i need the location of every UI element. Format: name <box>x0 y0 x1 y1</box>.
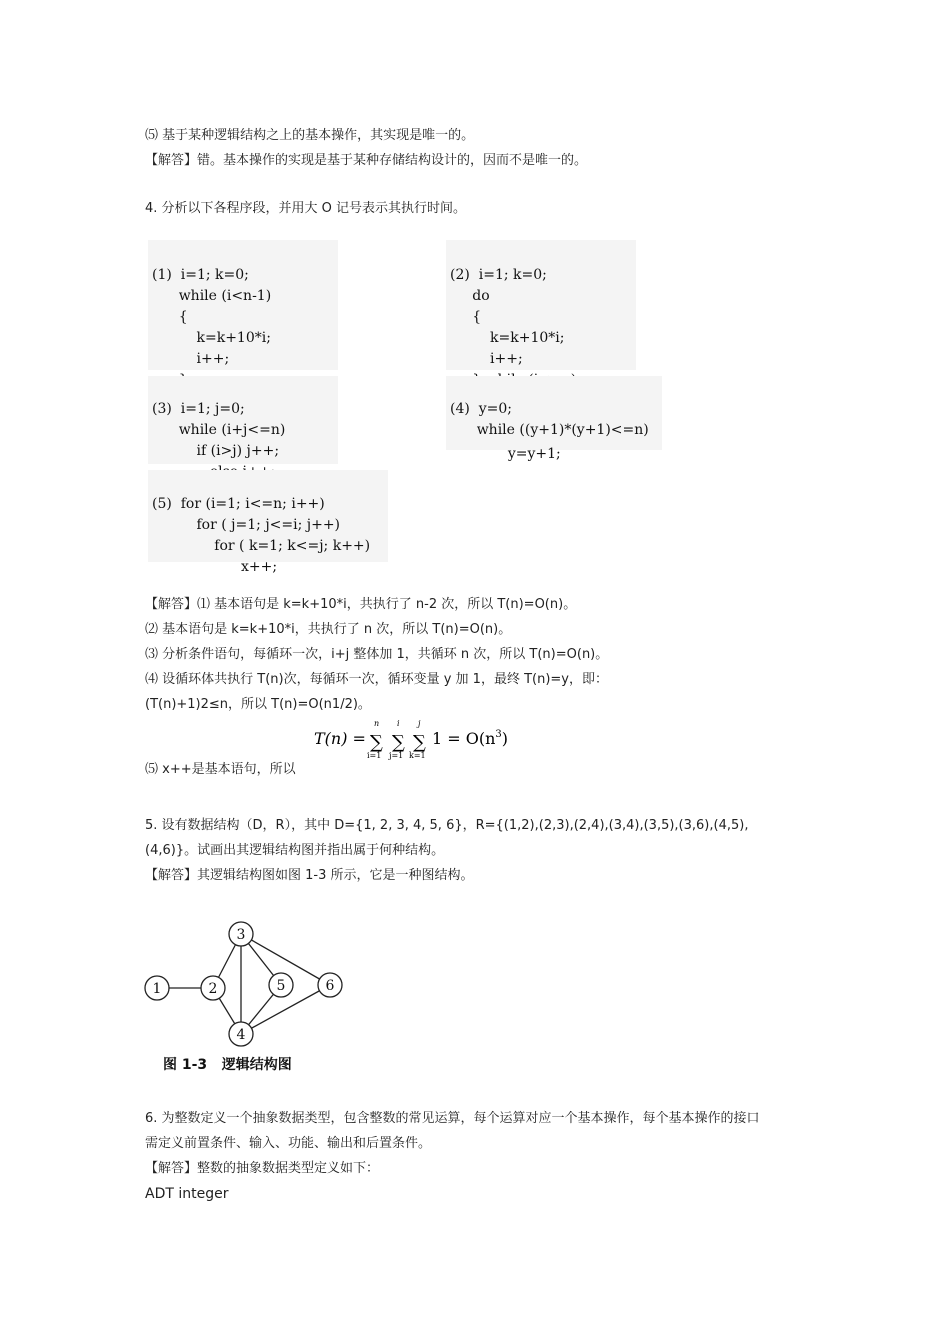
question-4: 4. 分析以下各程序段，并用大 O 记号表示其执行时间。 <box>145 201 467 216</box>
formula-exp: 3 <box>495 729 502 740</box>
code-line: while ((y+1)*(y+1)<=n) <box>450 422 649 438</box>
code-line: (1) i=1; k=0; <box>152 267 249 283</box>
sum-formula <box>312 718 509 760</box>
formula-sup-2: i <box>397 719 400 728</box>
sigma-2: ∑ <box>392 732 405 753</box>
formula-sub-3: k=1 <box>409 751 426 760</box>
code-line: (4) y=0; <box>450 401 512 417</box>
formula-lhs: T(n) = <box>314 729 366 748</box>
node-3-label: 3 <box>236 927 246 943</box>
code-line: while (i<n-1) <box>152 288 272 304</box>
answer-4-5: (T(n)+1)2≤n，所以 T(n)=O(n1/2)。 <box>145 697 371 712</box>
formula-rhs <box>432 729 508 748</box>
code-line: (3) i=1; j=0; <box>152 401 245 417</box>
formula-sup-1: n <box>374 719 380 728</box>
code-line: k=k+10*i; <box>450 330 565 346</box>
answer-4-6: ⑸ x++是基本语句，所以 <box>145 762 296 777</box>
question-6-line-2: 需定义前置条件、输入、功能、输出和后置条件。 <box>145 1136 432 1151</box>
answer-5: 【解答】其逻辑结构图如图 1-3 所示，它是一种图结构。 <box>145 868 474 883</box>
code-block-5 <box>152 473 370 599</box>
code-line: do <box>450 288 490 304</box>
answer-4-3: ⑶ 分析条件语句，每循环一次，i+j 整体加 1，共循环 n 次，所以 T(n)=O(n)。 <box>145 647 609 662</box>
formula-rhs-text: 1 = O(n <box>432 729 496 748</box>
code-line: (2) i=1; k=0; <box>450 267 547 283</box>
node-2-label: 2 <box>208 981 218 997</box>
code-block-4 <box>450 378 649 486</box>
sigma-1: ∑ <box>370 732 383 753</box>
code-line: k=k+10*i; <box>152 330 271 346</box>
statement-5: ⑸ 基于某种逻辑结构之上的基本操作，其实现是唯一的。 <box>145 128 475 143</box>
node-6-label: 6 <box>325 978 335 994</box>
code-line: for ( k=1; k<=j; k++) <box>152 538 371 554</box>
question-5-line-2: (4,6)}。试画出其逻辑结构图并指出属于何种结构。 <box>145 843 445 858</box>
node-5-label: 5 <box>276 978 286 994</box>
code-line: i++; <box>450 351 523 367</box>
answer-4-1: 【解答】⑴ 基本语句是 k=k+10*i，共执行了 n-2 次，所以 T(n)=O(n)。 <box>145 597 577 612</box>
answer-6: 【解答】整数的抽象数据类型定义如下： <box>145 1161 380 1176</box>
answer-5: 【解答】错。基本操作的实现是基于某种存储结构设计的，因而不是唯一的。 <box>145 153 588 168</box>
figure-caption: 图 1-3 逻辑结构图 <box>163 1057 292 1073</box>
code-line: for ( j=1; j<=i; j++) <box>152 517 341 533</box>
code-line: y=y+1; <box>450 446 561 462</box>
code-line: { <box>152 309 188 325</box>
question-5-line-1: 5. 设有数据结构（D，R），其中 D={1, 2, 3, 4, 5, 6}，R={(1,2),(2,3),(2,4),(3,4),(3,5),(3,6),(4,5), <box>145 818 749 833</box>
node-1-label: 1 <box>152 981 162 997</box>
formula-sub-2: j=1 <box>389 751 404 760</box>
answer-4-2: ⑵ 基本语句是 k=k+10*i，共执行了 n 次，所以 T(n)=O(n)。 <box>145 622 512 637</box>
node-4-label: 4 <box>236 1027 246 1043</box>
code-line: if (i>j) j++; <box>152 443 280 459</box>
formula-close: ) <box>501 729 509 748</box>
formula-sup-3: j <box>418 719 421 728</box>
answer-4-4: ⑷ 设循环体共执行 T(n)次，每循环一次，循环变量 y 加 1，最终 T(n)=y，即： <box>145 672 608 687</box>
adt-heading: ADT integer <box>145 1186 229 1202</box>
code-line: { <box>450 309 482 325</box>
code-line: x++; <box>152 559 278 575</box>
formula-sub-1: i=1 <box>367 751 382 760</box>
code-line: (5) for (i=1; i<=n; i++) <box>152 496 325 512</box>
sigma-3: ∑ <box>413 732 426 753</box>
question-6-line-1: 6. 为整数定义一个抽象数据类型，包含整数的常见运算，每个运算对应一个基本操作，每个基本操作的接口 <box>145 1111 760 1126</box>
code-line: i++; <box>152 351 230 367</box>
code-line: while (i+j<=n) <box>152 422 286 438</box>
